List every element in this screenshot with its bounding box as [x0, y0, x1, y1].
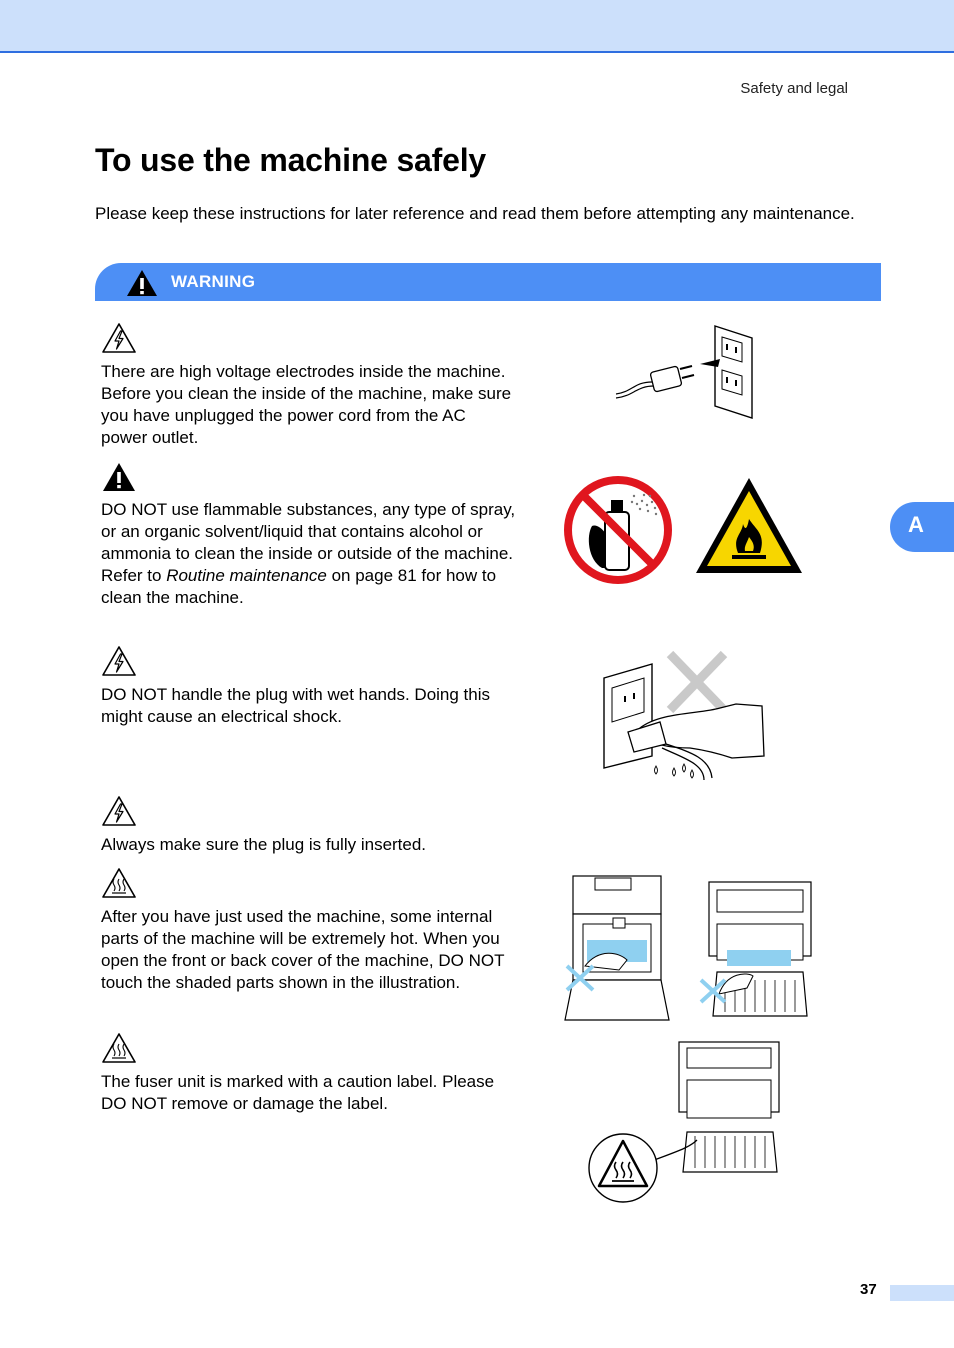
no-spray-prohibition-icon: [562, 474, 674, 586]
page-number: 37: [860, 1281, 877, 1298]
wet-hands-text: DO NOT handle the plug with wet hands. Doing this might cause an electrical shock.: [101, 685, 491, 726]
electrical-shock-icon: [101, 645, 137, 677]
hot-surface-icon: [101, 867, 137, 899]
general-warning-icon: [101, 461, 137, 493]
wet-hands-plug-illustration: [600, 648, 770, 790]
flammable-substances-sentence: DO NOT use flammable substances, any type of spray, or an organic solvent/liquid that contains alcohol or ammonia to clean the inside or outside of the machine.: [101, 500, 516, 563]
routine-maintenance-ref-prefix: Refer to: [101, 566, 167, 585]
warning-banner: [95, 263, 881, 301]
top-header-band: [0, 0, 954, 53]
routine-maintenance-ref-suffix: on page 81 for how to clean the machine.: [101, 566, 497, 607]
high-voltage-text: There are high voltage electrodes inside the machine. Before you clean the inside of the machine, make sure you have unplugged the power cord from the AC power outlet.: [101, 362, 512, 447]
fuser-caution-label-illustration: [585, 1036, 785, 1208]
plug-inserted-text: Always make sure the plug is fully inserted.: [101, 835, 427, 854]
appendix-tab-letter: A: [908, 512, 924, 537]
hot-parts-text: After you have just used the machine, some internal parts of the machine will be extremely hot. When you open the front or back cover of the machine, DO NOT touch the shaded parts shown in the illustration.: [101, 907, 505, 992]
electrical-shock-icon: [101, 322, 137, 354]
unplug-power-cord-illustration: [612, 322, 762, 422]
front-cover-open-illustration: [555, 870, 675, 1026]
running-header: Safety and legal: [740, 80, 848, 97]
warning-triangle-icon: [125, 268, 159, 298]
routine-maintenance-ref-link: Routine maintenance: [166, 566, 327, 585]
fuser-label-text: The fuser unit is marked with a caution label. Please DO NOT remove or damage the label.: [101, 1072, 495, 1113]
hot-surface-icon: [101, 1032, 137, 1064]
flammable-substances-text: [101, 499, 516, 609]
page-title: To use the machine safely: [95, 142, 486, 178]
page-number-band: [890, 1285, 954, 1301]
warning-label: WARNING: [171, 272, 256, 291]
flammable-hazard-icon: [692, 474, 806, 578]
electrical-shock-icon: [101, 795, 137, 827]
appendix-tab: [890, 502, 954, 552]
intro-paragraph: Please keep these instructions for later reference and read them before attempting any maintenance.: [95, 204, 855, 223]
back-cover-open-illustration: [697, 876, 817, 1020]
